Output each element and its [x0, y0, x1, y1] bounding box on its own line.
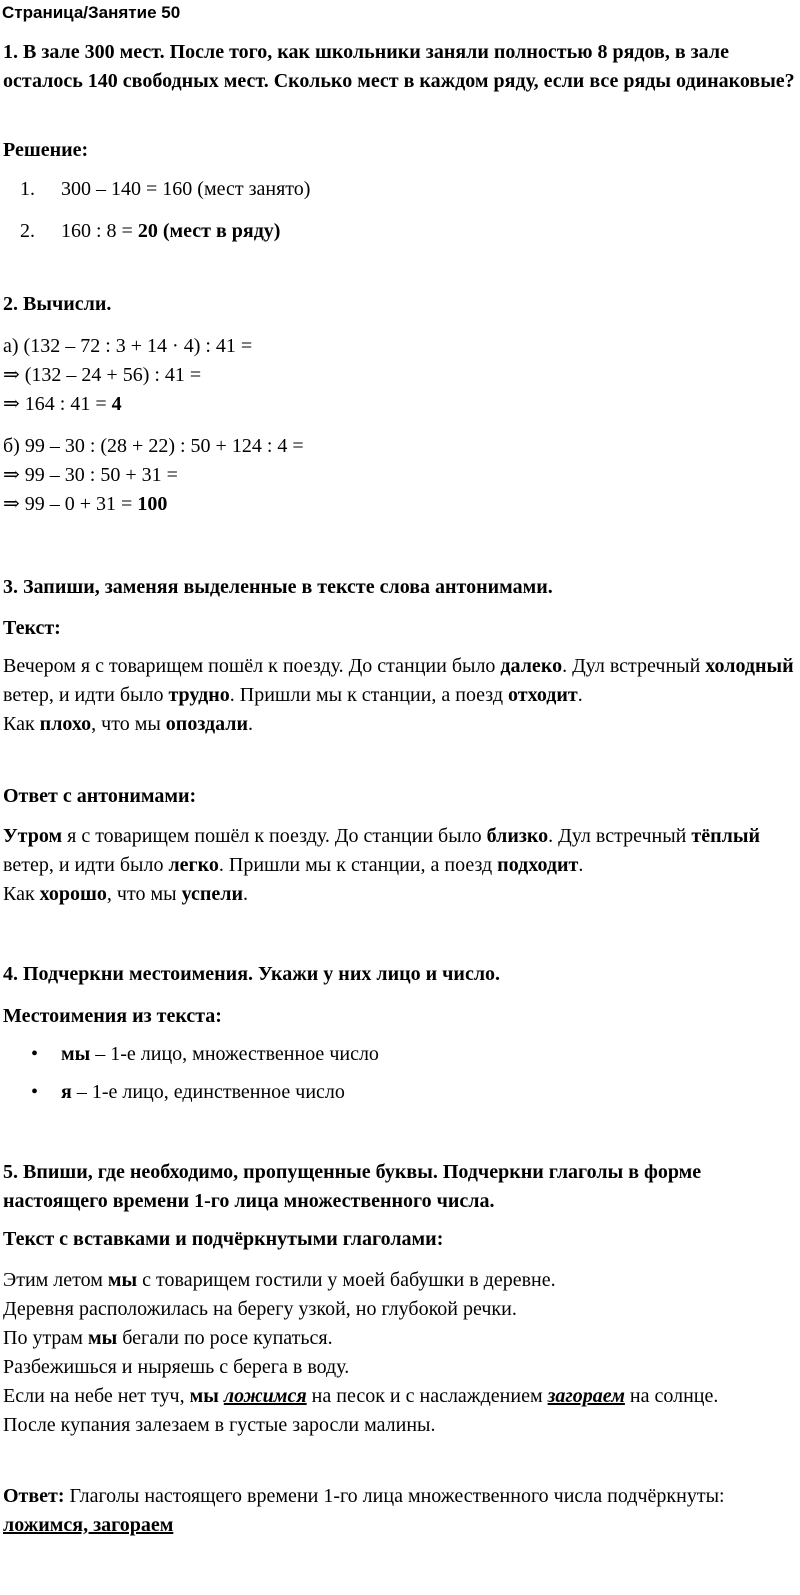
pronouns-label: Местоимения из текста: — [3, 1005, 222, 1027]
task-4-question: 4. Подчеркни местоимения. Укажи у них лицо и число. — [3, 963, 501, 985]
answer-label: Ответ с антонимами: — [3, 785, 197, 807]
calc-a: а) (132 – 72 : 3 + 14 · 4) : 41 = ⇒ (132 – 24 + 56) : 41 = ⇒ 164 : 41 = 4 — [3, 335, 253, 415]
task-5 — [3, 1158, 796, 1216]
calc-b: б) 99 – 30 : (28 + 22) : 50 + 124 : 4 = ⇒ 99 – 30 : 50 + 31 = ⇒ 99 – 0 + 31 = 100 — [3, 435, 304, 515]
solution-steps — [3, 175, 796, 259]
task-3-question: 3. Запиши, заменяя выделенные в тексте слова антонимами. — [3, 576, 553, 598]
original-text: Вечером я с товарищем пошёл к поезду. До станции было далеко. Дул встречный холодный ветер, и идти было трудно. Пришли мы к станции, а поезд отходит. Как плохо, что мы опоздали. — [3, 655, 794, 735]
page-header: Страница/Занятие 50 — [2, 3, 181, 22]
list-item: • мы – 1-е лицо, множественное число — [31, 1043, 379, 1065]
task-1-question: 1. В зале 300 мест. После того, как школьники заняли полностью 8 рядов, в зале осталось 140 свободных мест. Сколько мест в каждом ряду, если все ряды одинаковые? — [3, 41, 795, 92]
solution-label: Решение: — [3, 139, 89, 161]
task-4 — [3, 960, 796, 989]
task-5-question: 5. Впиши, где необходимо, пропущенные буквы. Подчеркни глаголы в форме настоящего времени 1-го лица множественного числа. — [3, 1161, 702, 1212]
task-5-answer: Ответ: Глаголы настоящего времени 1-го лица множественного числа подчёркнуты: ложимся, загораем — [3, 1485, 725, 1536]
task-1-solution — [3, 136, 796, 165]
task-2-question: 2. Вычисли. — [3, 293, 112, 315]
step-2: 2. 160 : 8 = 20 (мест в ряду) — [20, 220, 281, 242]
list-item: • я – 1-е лицо, единственное число — [31, 1081, 345, 1103]
step-1: 1. 300 – 140 = 160 (мест занято) — [20, 178, 311, 200]
answer-text: Утром я с товарищем пошёл к поезду. До станции было близко. Дул встречный тёплый ветер, и идти было легко. Пришли мы к станции, а поезд подходит. Как хорошо, что мы успели. — [3, 825, 760, 905]
task-5-label: Текст с вставками и подчёркнутыми глаголами: — [3, 1228, 444, 1250]
task-3 — [3, 573, 796, 602]
text-label: Текст: — [3, 617, 61, 639]
task-2 — [3, 290, 796, 319]
task-5-text: Этим летом мы с товарищем гостили у моей бабушки в деревне. Деревня расположилась на берегу узкой, но глубокой речки. По утрам мы бегали по росе купаться. Разбежишься и ныряешь с берега в воду. Если на небе нет туч, мы ложимся на песок и с наслаждением загораем на солнце. После купания залезаем в густые заросли малины. — [3, 1269, 719, 1436]
pronoun-list — [3, 1040, 796, 1116]
task-1 — [3, 38, 796, 96]
